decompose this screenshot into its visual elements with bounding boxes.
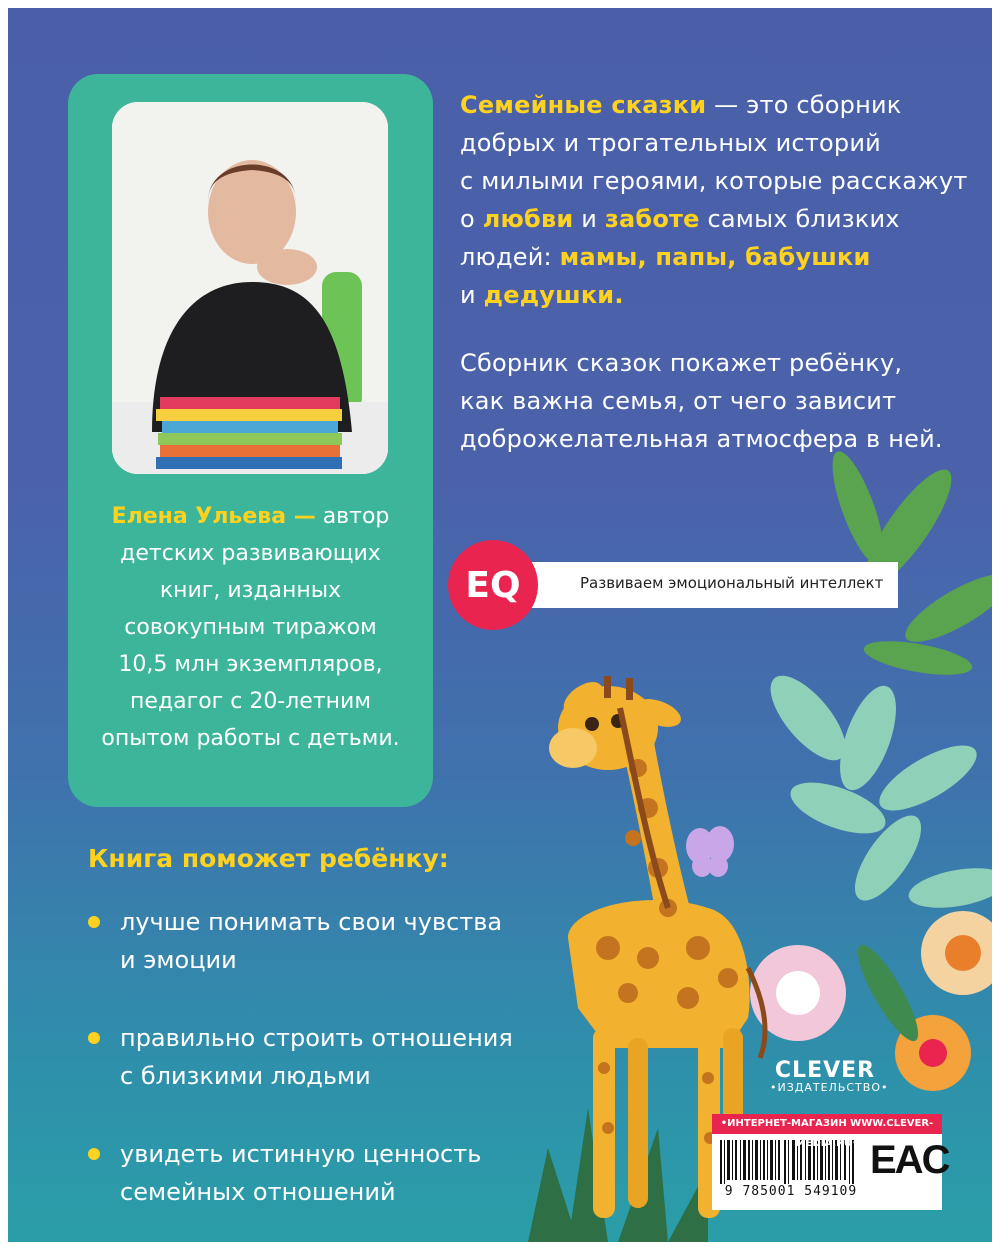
- author-name: Елена Ульева —: [111, 504, 316, 529]
- highlight-text: любви: [482, 205, 574, 233]
- description-text: самых близких: [699, 205, 900, 233]
- description-paragraph-1: [460, 86, 980, 314]
- eq-label: Развиваем эмоциональный интеллект: [580, 574, 884, 592]
- author-bio-line: автор: [322, 504, 390, 529]
- book-description: [460, 86, 980, 488]
- author-bio-line: педагог с 20-летним: [130, 689, 371, 714]
- highlight-text: мамы, папы, бабушки: [559, 243, 871, 271]
- description-text: и: [573, 205, 605, 233]
- list-item-text: семейных отношений: [120, 1178, 396, 1206]
- description-text: добрых и трогательных историй: [460, 129, 881, 157]
- list-item-text: с близкими людьми: [120, 1062, 371, 1090]
- description-text: — это сборник: [706, 91, 902, 119]
- list-item: [86, 1135, 546, 1211]
- list-item: [86, 1019, 546, 1095]
- eq-badge: EQ: [448, 540, 538, 630]
- list-item: [86, 903, 546, 979]
- description-paragraph-2: [460, 344, 980, 458]
- author-bio-line: детских развивающих: [120, 541, 381, 566]
- author-bio-line: совокупным тиражом: [124, 615, 377, 640]
- description-text: Сборник сказок покажет ребёнку,: [460, 349, 903, 377]
- list-item-text: правильно строить отношения: [120, 1024, 513, 1052]
- description-text: как важна семья, от чего зависит: [460, 387, 897, 415]
- highlight-text: дедушки.: [483, 281, 624, 309]
- list-item-text: лучше понимать свои чувства: [120, 908, 503, 936]
- publisher-logo: [770, 1058, 889, 1094]
- shop-url-banner: •ИНТЕРНЕТ-МАГАЗИН WWW.CLEVER-MEDIA.RU•: [712, 1114, 942, 1134]
- highlight-text: заботе: [604, 205, 700, 233]
- butterfly-icon: [686, 826, 734, 877]
- author-portrait-image: [112, 102, 388, 474]
- author-photo: [112, 102, 388, 474]
- description-text: с милыми героями, которые расскажут: [460, 167, 968, 195]
- eac-mark: EAC: [870, 1138, 949, 1182]
- list-item-text: и эмоции: [120, 946, 237, 974]
- description-text: о: [460, 205, 483, 233]
- list-item-text: увидеть истинную ценность: [120, 1140, 482, 1168]
- description-text: и: [460, 281, 484, 309]
- description-text: доброжелательная атмосфера в ней.: [460, 425, 943, 453]
- author-bio-line: книг, изданных: [159, 578, 342, 603]
- isbn-number: 9 785001 549109: [724, 1184, 858, 1199]
- bullet-icon: [88, 916, 100, 928]
- highlight-text: Семейные сказки: [460, 91, 707, 119]
- author-card: [68, 74, 433, 807]
- author-bio-line: опытом работы с детьми.: [101, 726, 400, 751]
- publisher-brand: CLEVER: [774, 1058, 876, 1083]
- bullet-icon: [88, 1032, 100, 1044]
- description-text: людей:: [460, 243, 560, 271]
- book-back-cover: [8, 8, 992, 1242]
- author-bio-line: 10,5 млн экземпляров,: [118, 652, 383, 677]
- author-bio: [68, 498, 433, 757]
- bullet-icon: [88, 1148, 100, 1160]
- benefits-list: [86, 903, 546, 1242]
- publisher-subtitle: •ИЗДАТЕЛЬСТВО•: [770, 1081, 889, 1094]
- benefits-title: Книга поможет ребёнку:: [88, 844, 449, 873]
